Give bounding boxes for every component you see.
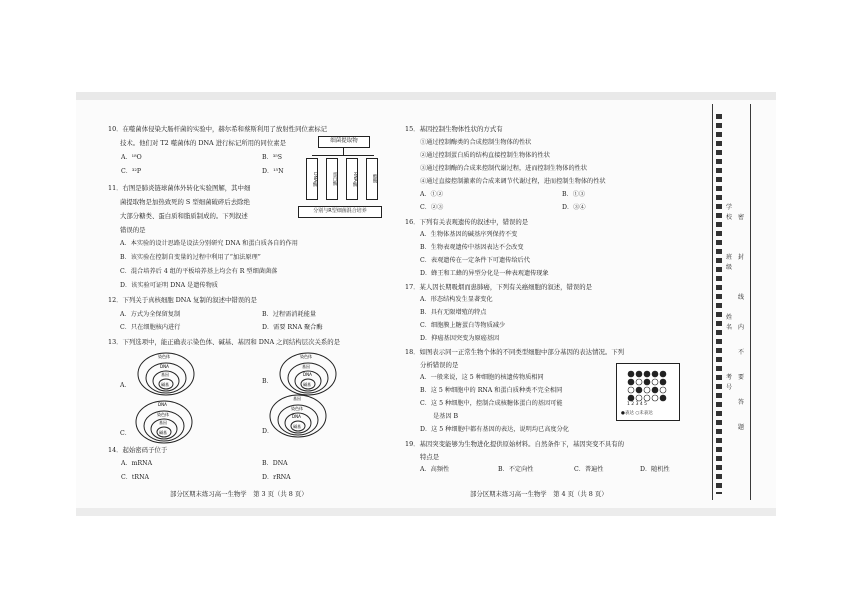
margin-label-15: 答 bbox=[738, 399, 745, 406]
q11-line3: 大部分糖类、蛋白质和脂质制成的。下列叙述 bbox=[120, 212, 248, 220]
q11-line4: 错误的是 bbox=[120, 226, 146, 234]
q13a-label-3: 基因 bbox=[161, 372, 169, 377]
q12-option-d: D．需要 RNA 聚合酶 bbox=[262, 324, 323, 331]
fig-culture-box: 分别与R型细菌混合培养 bbox=[298, 206, 382, 218]
q19-option-b: B．不定向性 bbox=[498, 466, 534, 473]
fig-tag-4: 酯酶 bbox=[366, 158, 378, 200]
fig-extract-box: 细菌提取物 bbox=[318, 136, 370, 148]
q18-option-c2: 是基因 B bbox=[433, 413, 459, 420]
q16-option-b: B．生物表观遗传中基因表达不会改变 bbox=[420, 244, 524, 251]
q13-option-a: A． bbox=[120, 382, 131, 389]
q14-option-a: A．mRNA bbox=[121, 460, 153, 467]
q15-option-c: C．②③ bbox=[420, 204, 444, 211]
q13b-label-3: DNA bbox=[303, 372, 312, 377]
q15-line: 15．基因控制生物体性状的方式有 bbox=[405, 125, 503, 133]
q19-option-c: C．普遍性 bbox=[574, 466, 604, 473]
q13b-label-2: 基因 bbox=[302, 364, 310, 369]
q13d-label-1: 基因 bbox=[293, 396, 301, 401]
q15-item-4: ④通过直接控制激素的合成来调节代谢过程，进而控制生物体的性状 bbox=[420, 178, 606, 185]
margin-label-12: 内 bbox=[738, 324, 745, 331]
top-scan-band bbox=[76, 92, 776, 100]
q13d-label-3: DNA bbox=[292, 414, 301, 419]
q10-option-b: B．³⁵S bbox=[262, 154, 282, 161]
q15-option-b: B．①③ bbox=[562, 191, 586, 198]
q14-option-b: B．DNA bbox=[262, 460, 288, 467]
q12-line: 12．下列关于真核细胞 DNA 复制的叙述中错误的是 bbox=[108, 296, 257, 304]
margin-label-7: 考 bbox=[726, 374, 733, 381]
q13-diagram-d bbox=[268, 392, 328, 440]
q11-option-b: B．该实验在控制自变量的过程中利用了“加法原理” bbox=[120, 254, 261, 261]
q18-legend: ●表达 ○未表达 bbox=[621, 411, 653, 416]
q10-line2: 技术。他们对 T2 噬菌体的 DNA 进行标记所用的同位素是 bbox=[120, 139, 286, 147]
q13c-label-1: DNA bbox=[158, 402, 167, 407]
fig-tag-2: 蛋白酶 bbox=[326, 158, 338, 200]
q10-line1: 10．在噬菌体侵染大肠杆菌的实验中，赫尔希和蔡斯利用了放射性同位素标记 bbox=[108, 125, 328, 133]
q10-option-d: D．¹⁵N bbox=[262, 168, 284, 175]
q15-item-1: ①通过控制酶类的合成控制生物体的性状 bbox=[420, 139, 532, 146]
q13-diagram-a bbox=[136, 350, 196, 398]
q11-option-a: A．本实验的设计思路是设法分别研究 DNA 和蛋白质各自的作用 bbox=[120, 240, 298, 247]
fig-connector bbox=[343, 147, 344, 155]
q13c-label-4: 碱基 bbox=[159, 430, 167, 435]
q16-line: 16．下列有关表观遗传的叙述中，错误的是 bbox=[405, 218, 529, 226]
q19-line2: 特点是 bbox=[420, 453, 440, 461]
margin-label-1: 学 bbox=[726, 204, 733, 211]
margin-label-5: 姓 bbox=[726, 314, 733, 321]
binding-line-right bbox=[750, 104, 751, 500]
q13b-label-4: 碱基 bbox=[303, 382, 311, 387]
margin-label-2: 校 bbox=[726, 214, 733, 221]
q10-option-c: C．³²P bbox=[121, 168, 142, 175]
q15-item-3: ③通过控制酶的合成来控制代谢过程，进而控制生物体的性状 bbox=[420, 165, 588, 172]
q13c-label-3: 基因 bbox=[159, 420, 167, 425]
q17-option-a: A．形态结构发生显著变化 bbox=[420, 296, 493, 303]
fig-tag-3: RNA酶 bbox=[346, 158, 358, 200]
q13-line: 13．下列选项中，能正确表示染色体、碱基、基因和 DNA 之间结构层次关系的是 bbox=[108, 338, 341, 346]
margin-label-16: 题 bbox=[738, 424, 745, 431]
margin-label-11: 线 bbox=[738, 294, 745, 301]
margin-label-6: 名 bbox=[726, 324, 733, 331]
q19-option-d: D．随机性 bbox=[640, 466, 670, 473]
margin-label-4: 级 bbox=[726, 264, 733, 271]
q17-option-d: D．抑癌基因突变为原癌基因 bbox=[420, 335, 500, 342]
q18-option-a: A．一般来说，这 5 种细胞的核遗传物质相同 bbox=[420, 374, 544, 381]
q14-option-c: C．tRNA bbox=[121, 474, 149, 481]
q14-line: 14．起始密码子位于 bbox=[108, 446, 168, 454]
q15-item-2: ②通过控制蛋白质的结构直接控制生物体的性状 bbox=[420, 152, 550, 159]
q17-line: 17．某人因长期吸烟而患肺癌，下列有关癌细胞的叙述，错误的是 bbox=[405, 283, 593, 291]
q15-option-a: A．①② bbox=[420, 191, 444, 198]
q10-option-a: A．¹⁸O bbox=[121, 154, 142, 161]
bottom-scan-band bbox=[76, 508, 776, 516]
q18-line2: 分析错误的是 bbox=[420, 361, 459, 369]
q13a-label-1: 染色体 bbox=[158, 354, 170, 359]
margin-label-9: 密 bbox=[738, 214, 745, 221]
q18-grid-columns: 1 2 3 4 5 bbox=[627, 402, 648, 407]
q12-option-b: B．过程需消耗能量 bbox=[262, 311, 317, 318]
q18-option-b: B．这 5 种细胞中的 RNA 和蛋白质种类不完全相同 bbox=[420, 387, 563, 394]
fig-tag-1: DNA酶 bbox=[306, 158, 318, 200]
q13-diagram-b bbox=[278, 350, 338, 398]
left-page-footer: 部分区期末练习高一生物学 第 3 页（共 8 页） bbox=[170, 490, 308, 498]
q11-line1: 11．右图是肺炎链球菌体外转化实验图解，其中细 bbox=[108, 184, 251, 192]
q19-line1: 19．基因突变能够为生物进化提供原始材料。自然条件下，基因突变不具有的 bbox=[405, 440, 625, 448]
q13-option-b: B． bbox=[262, 378, 273, 385]
q12-option-c: C．只在细胞核内进行 bbox=[120, 324, 181, 331]
q13d-label-2: 染色体 bbox=[291, 406, 303, 411]
q13-option-d: D． bbox=[262, 428, 274, 435]
binding-line-left bbox=[712, 104, 713, 500]
q17-option-c: C．细胞膜上糖蛋白等物质减少 bbox=[420, 322, 506, 329]
q13d-label-4: 碱基 bbox=[293, 424, 301, 429]
q18-option-c1: C．这 5 种细胞中，控制合成核糖体蛋白的基因可能 bbox=[420, 400, 563, 407]
margin-label-13: 不 bbox=[738, 349, 745, 356]
margin-label-8: 号 bbox=[726, 384, 733, 391]
q13-option-c: C． bbox=[120, 430, 131, 437]
q13a-label-2: DNA bbox=[160, 364, 169, 369]
q18-option-d: D．这 5 种细胞中都有基因的表达，说明均已高度分化 bbox=[420, 426, 569, 433]
q11-option-d: D．该实验可证明 DNA 是遗传物质 bbox=[120, 282, 218, 289]
margin-label-14: 要 bbox=[738, 374, 745, 381]
q12-option-a: A．方式为全保留复制 bbox=[120, 311, 181, 318]
q13-diagram-c bbox=[134, 398, 194, 446]
q13a-label-4: 碱基 bbox=[161, 382, 169, 387]
q18-line1: 18．如图表示同一正常生物个体的不同类型细胞中部分基因的表达情况。下列 bbox=[405, 348, 625, 356]
q13b-label-1: 染色体 bbox=[300, 354, 312, 359]
q11-line2: 菌提取物是加热致死的 S 型细菌破碎后去除绝 bbox=[120, 198, 250, 206]
q14-option-d: D．rRNA bbox=[262, 474, 291, 481]
q18-figure bbox=[616, 363, 680, 421]
fig-hline bbox=[312, 155, 374, 156]
q13c-label-2: 染色体 bbox=[157, 412, 169, 417]
q16-option-c: C．表观遗传在一定条件下可遗传给后代 bbox=[420, 257, 530, 264]
right-page-footer: 部分区期末练习高一生物学 第 4 页（共 8 页） bbox=[470, 490, 608, 498]
q19-option-a: A．高频性 bbox=[420, 466, 450, 473]
binding-margin bbox=[706, 104, 752, 500]
q16-option-d: D．蜂王和工蜂的异型分化是一种表观遗传现象 bbox=[420, 270, 549, 277]
q15-option-d: D．③④ bbox=[562, 204, 586, 211]
q11-option-c: C．混合培养后 4 组的平板培养基上均会有 R 型细菌菌落 bbox=[120, 268, 278, 275]
margin-label-3: 班 bbox=[726, 254, 733, 261]
binding-dash-column bbox=[716, 114, 722, 494]
q16-option-a: A．生物体基因的碱基序列保持不变 bbox=[420, 231, 518, 238]
margin-label-10: 封 bbox=[738, 254, 745, 261]
q17-option-b: B．具有无限增殖的特点 bbox=[420, 309, 487, 316]
